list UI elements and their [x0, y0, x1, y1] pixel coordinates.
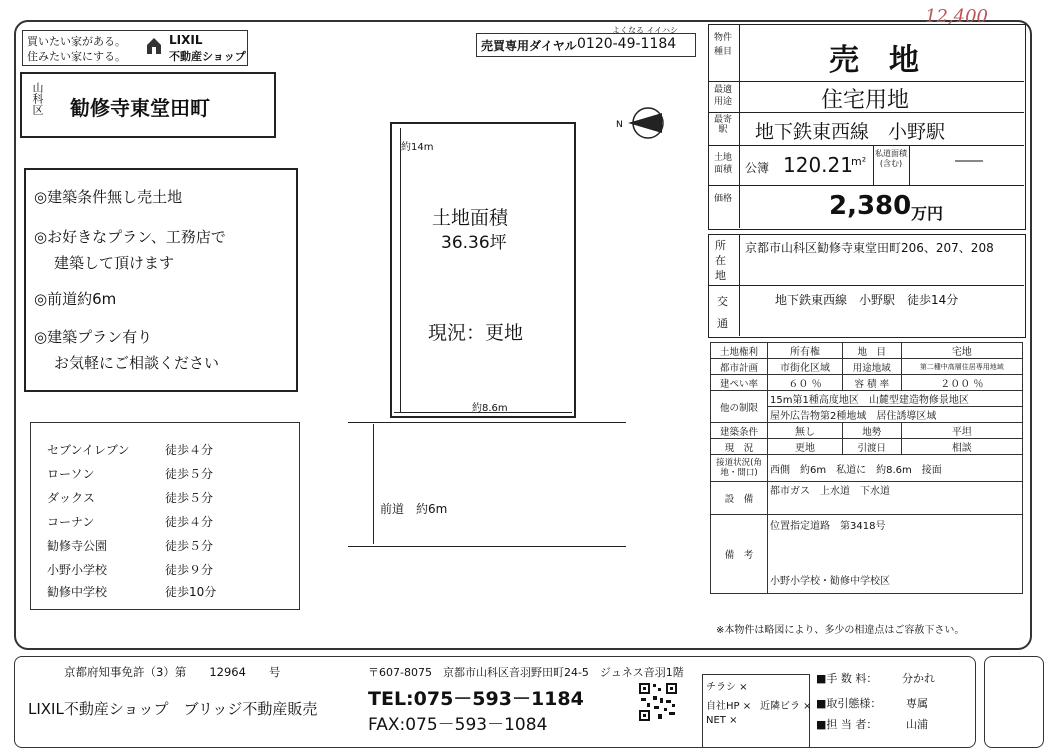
north-arrow-icon [616, 103, 666, 143]
agent-value: 山浦 [906, 718, 928, 731]
specs-table [710, 342, 1023, 594]
address-value: 京都市山科区勧修寺東堂田町206、207、208 [745, 241, 994, 255]
fee-label: ■手 数 料： [816, 672, 878, 685]
agent-label: ■担 当 者： [816, 718, 878, 731]
private-road-label: 私道面積(含む) [875, 149, 907, 168]
road-line-bottom [348, 546, 626, 547]
spec-label: 用途地域 [842, 359, 901, 375]
phone-number[interactable]: TEL:075－593－1184 [368, 688, 584, 710]
spec-label: 建ぺい率 [711, 375, 768, 391]
spec-value: 無し [768, 423, 843, 439]
use-label: 最適用途 [713, 85, 732, 107]
spec-value: 15m第1種高度地区 山麓型建造物修景地区 [768, 391, 1023, 407]
area-row-label: 土地面積 [713, 153, 732, 175]
brand-name: LIXIL [169, 33, 203, 47]
spec-label: 設 備 [711, 482, 768, 515]
ad-website: 自社HP × [706, 701, 752, 712]
spec-value: 市街化区域 [768, 359, 843, 375]
land-area: 120.21 [783, 153, 853, 177]
spec-value: 西側 約6m 私道に 約8.6m 接面 [768, 455, 1023, 482]
nearest-station: 地下鉄東西線 小野駅 [755, 121, 946, 143]
area-unit: m² [851, 155, 867, 168]
company-name: LIXIL不動産ショップ ブリッジ不動産販売 [28, 700, 318, 718]
nearby-name: 勧修中学校 [47, 585, 108, 599]
house-icon [146, 37, 162, 55]
spec-label: 土地権利 [711, 343, 768, 359]
area-value: 36.36坪 [441, 233, 507, 253]
price-label: 価格 [713, 194, 732, 204]
feature-6: お気軽にご相談ください [54, 354, 220, 372]
property-use: 住宅用地 [821, 88, 910, 113]
property-type: 売 地 [829, 43, 919, 78]
svg-text:N: N [616, 120, 623, 130]
brand-logo [22, 30, 248, 66]
notes-cell [768, 515, 1023, 594]
price-value: 2,380 [829, 191, 912, 221]
qr-code-icon[interactable] [638, 682, 678, 722]
summary-table [708, 24, 1026, 230]
handwritten-note: 12,400 [925, 6, 988, 27]
deal-label: ■取引態様： [816, 697, 882, 710]
tagline-1: 買いたい家がある。 [27, 35, 126, 48]
dial-label: 売買専用ダイヤル [481, 39, 577, 53]
town-name: 勧修寺東堂田町 [70, 96, 210, 120]
nearby-name: ダックス [47, 491, 95, 505]
notes-line-2: 小野小学校・勧修中学校区 [770, 576, 890, 587]
address-label: 所在地 [715, 239, 726, 282]
nearby-time: 徒歩５分 [165, 491, 214, 505]
road-dim-line [373, 424, 374, 544]
station-label: 最寄駅 [713, 115, 732, 135]
office-address: 〒607-8075 京都市山科区音羽野田町24-5 ジュネス音羽1階 [368, 666, 684, 679]
brand-sub: 不動産ショップ [169, 50, 246, 63]
fax-number: FAX:075－593－1084 [368, 715, 548, 735]
nearby-time: 徒歩４分 [165, 515, 214, 529]
license-number: 京都府知事免許（3）第 12964 号 [64, 665, 281, 679]
nearby-time: 徒歩５分 [165, 539, 214, 553]
disclaimer: ※本物件は略図により、多少の相違点はご容赦下さい。 [716, 625, 965, 636]
address-table [708, 234, 1026, 338]
private-road: ―― [955, 153, 983, 169]
feature-4: ◎前道約6m [34, 290, 117, 308]
nearby-name: 勧修寺公園 [47, 539, 108, 553]
spec-value: 所有権 [768, 343, 843, 359]
spec-label: 地勢 [842, 423, 901, 439]
footer-right-box [984, 656, 1044, 748]
spec-value: 都市ガス 上水道 下水道 [768, 482, 1023, 515]
nearby-time: 徒歩５分 [165, 467, 214, 481]
spec-value: 更地 [768, 439, 843, 455]
ad-net: NET × [706, 715, 738, 726]
spec-label: 現 況 [711, 439, 768, 455]
type-label: 物件種目 [713, 33, 732, 57]
nearby-name: 小野小学校 [47, 563, 108, 577]
road-label: 前道 約6m [380, 502, 448, 516]
dial-number[interactable]: 0120-49-1184 [577, 36, 677, 52]
plot-status: 現況：更地 [428, 322, 524, 344]
transport-value: 地下鉄東西線 小野駅 徒歩14分 [775, 293, 959, 307]
spec-label: 地 目 [842, 343, 901, 359]
spec-label: 接道状況(角地・間口) [711, 455, 768, 482]
ad-flyer: チラシ × [706, 682, 748, 693]
depth-label: 約14m [401, 142, 434, 153]
deal-value: 専属 [906, 697, 928, 710]
features-box [24, 168, 298, 392]
area-label: 土地面積 [432, 207, 509, 229]
nearby-time: 徒歩４分 [165, 443, 214, 457]
spec-value: ２００ ％ [901, 375, 1022, 391]
notes-line-1: 位置指定道路 第3418号 [770, 521, 886, 532]
spec-value: 屋外広告物第2種地域 居住誘導区域 [768, 407, 1023, 423]
ward-label: 山科区 [31, 82, 44, 115]
spec-label: 備 考 [711, 515, 768, 594]
nearby-name: セブンイレブン [47, 443, 130, 457]
location-box [20, 72, 276, 138]
nearby-name: コーナン [47, 515, 95, 529]
plot-outline [390, 122, 576, 418]
nearby-box [30, 422, 300, 610]
tagline-2: 住みたい家にする。 [27, 50, 126, 63]
transport-label: 交通 [717, 295, 728, 330]
price-unit: 万円 [911, 204, 944, 223]
ad-neighborhood: 近隣ビラ × [760, 701, 812, 712]
spec-label: 他の制限 [711, 391, 768, 423]
spec-label: 建築条件 [711, 423, 768, 439]
feature-2: ◎お好きなプラン、工務店で [34, 228, 226, 246]
feature-5: ◎建築プラン有り [34, 328, 153, 346]
nearby-name: ローソン [47, 467, 95, 481]
road-line-top [348, 422, 626, 423]
spec-value: 平坦 [901, 423, 1022, 439]
dial-ruby: よくなる イイハシ [612, 26, 678, 35]
spec-value: ６０ ％ [768, 375, 843, 391]
nearby-time: 徒歩９分 [165, 563, 214, 577]
dial-box [476, 33, 696, 57]
spec-label: 引渡日 [842, 439, 901, 455]
feature-1: ◎建築条件無し売土地 [34, 188, 183, 206]
feature-3: 建築して頂けます [54, 254, 175, 272]
spec-value: 宅地 [901, 343, 1022, 359]
nearby-time: 徒歩10分 [165, 585, 217, 599]
fee-value: 分かれ [902, 672, 935, 685]
depth-dim-line [400, 128, 401, 412]
spec-value: 第二種中高層住居専用地域 [901, 359, 1022, 375]
spec-label: 容 積 率 [842, 375, 901, 391]
spec-label: 都市計画 [711, 359, 768, 375]
area-prefix: 公簿 [745, 161, 770, 175]
spec-value: 相談 [901, 439, 1022, 455]
width-label: 約8.6m [472, 403, 508, 414]
